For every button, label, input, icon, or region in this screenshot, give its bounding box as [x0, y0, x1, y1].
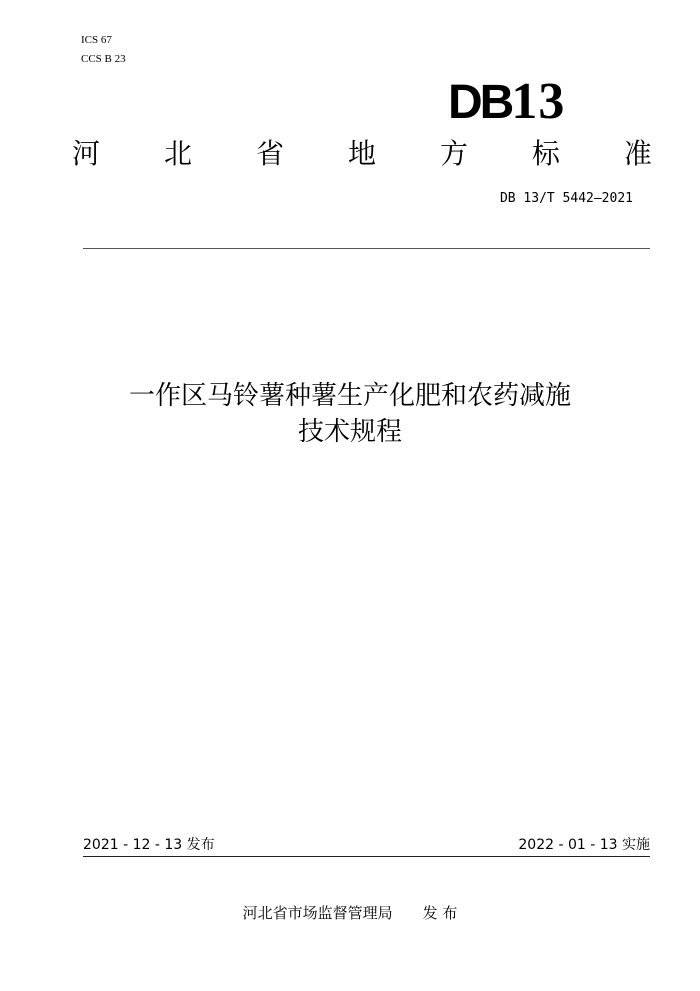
publish-label: 发 布: [422, 904, 458, 922]
title-line-2: 技术规程: [297, 417, 402, 447]
logo-number: 13: [511, 73, 566, 130]
standard-type-heading: [72, 134, 652, 174]
publisher-name: 河北省市场监督管理局: [242, 904, 393, 922]
ccs-code: CCS B 23: [81, 53, 126, 65]
issue-date: 2021 - 12 - 13 发布: [83, 837, 215, 853]
db13-logo: [448, 73, 608, 130]
publisher-line: [0, 902, 700, 923]
standard-type-char: 准: [623, 137, 652, 170]
standard-type-char: 河: [72, 137, 101, 170]
standard-type-char: 地: [347, 137, 376, 170]
standard-type-char: 方: [439, 137, 468, 170]
standard-number: DB 13/T 5442—2021: [499, 191, 633, 206]
standard-type-char: 标: [531, 137, 560, 170]
ics-code: ICS 67: [81, 34, 112, 46]
standard-type-char: 北: [163, 137, 192, 170]
title-line-1: 一作区马铃薯种薯生产化肥和农药减施: [128, 381, 571, 411]
implementation-date: 2022 - 01 - 13 实施: [518, 837, 650, 853]
footer-divider: [83, 856, 650, 857]
logo-db-text: DB: [448, 76, 512, 129]
standard-type-char: 省: [255, 137, 284, 170]
document-title: [50, 378, 650, 450]
header-divider: [83, 248, 650, 249]
